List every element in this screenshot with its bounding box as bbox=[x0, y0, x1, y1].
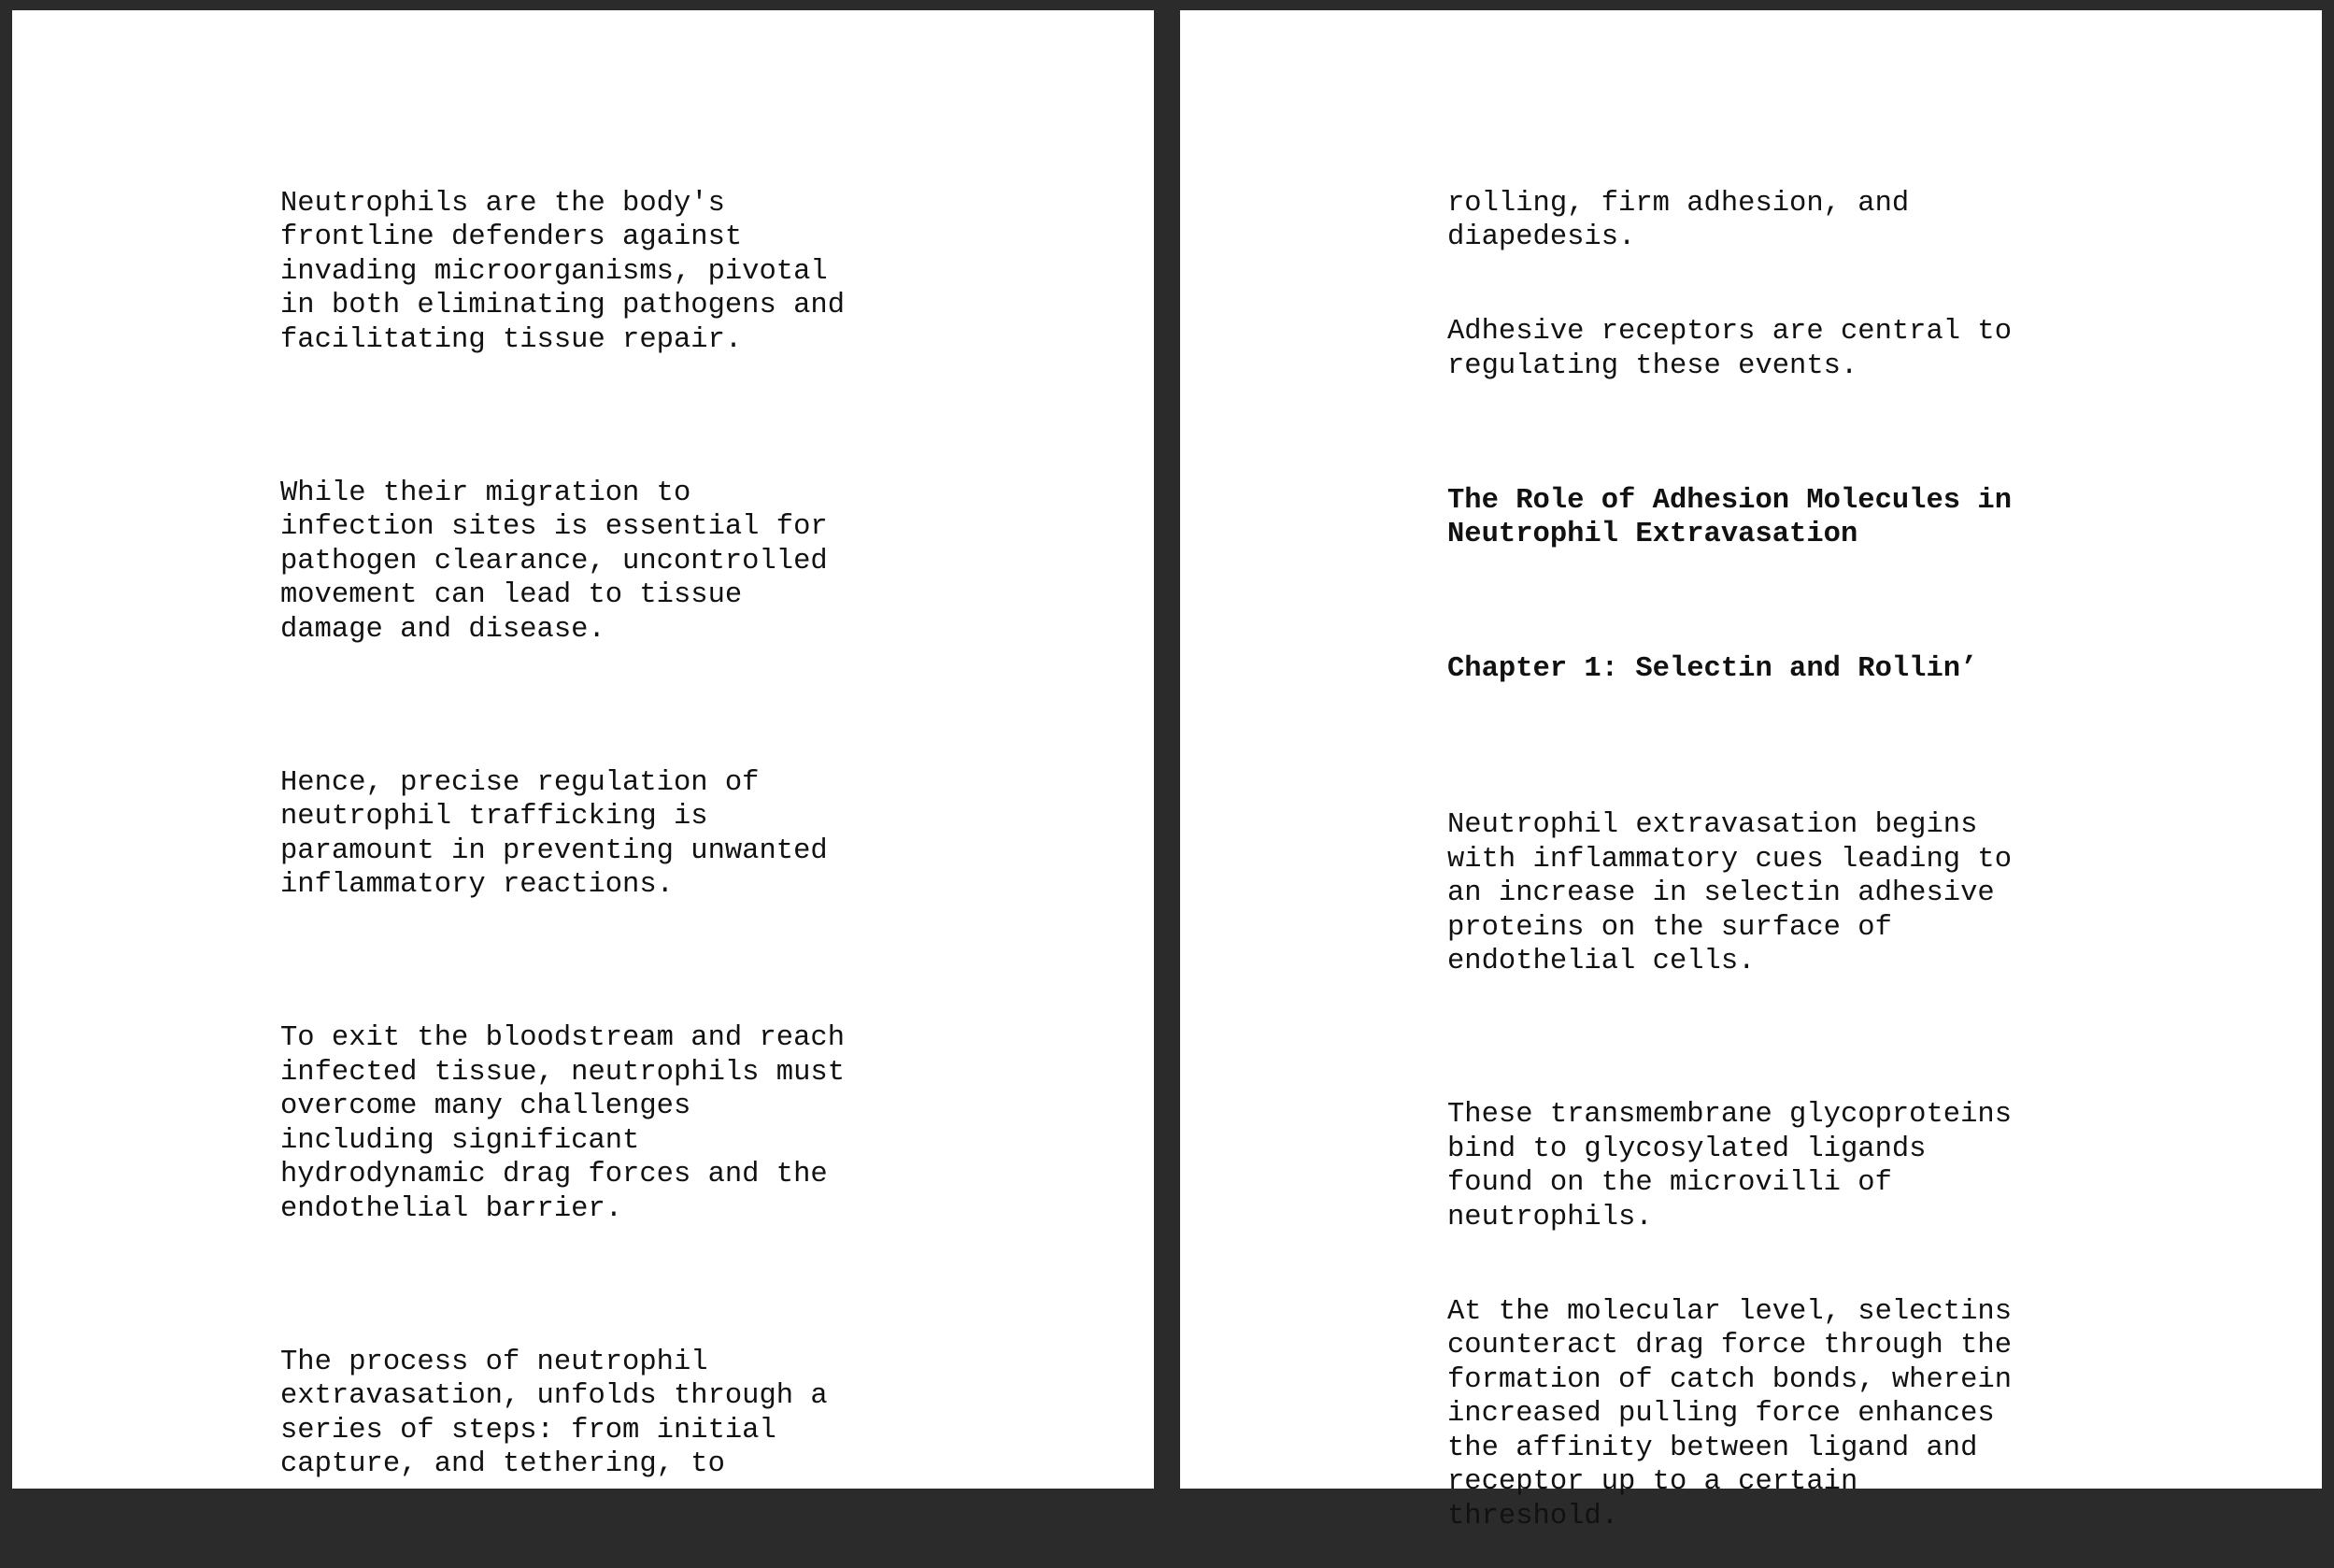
left-page-text bbox=[280, 152, 953, 1516]
section-title: The Role of Adhesion Molecules in Neutrophil Extravasation bbox=[1447, 484, 2012, 550]
paragraph-extravasation-begins: Neutrophil extravasation begins with inflammatory cues leading to an increase in selectin adhesive proteins on the surface of endothelial cells. bbox=[1447, 809, 2012, 977]
paragraph-regulation: Hence, precise regulation of neutrophil trafficking is paramount in preventing unwanted inflammatory reactions. bbox=[280, 766, 828, 901]
paragraph-extravasation-steps: The process of neutrophil extravasation, unfolds through a series of steps: from initial capture, and tethering, to bbox=[280, 1346, 828, 1480]
right-page bbox=[1180, 10, 2322, 1532]
paragraph-catch-bonds: At the molecular level, selectins counteract drag force through the formation of catch bonds, wherein increased pulling force enhances the affinity between ligand and receptor up to a certain threshold. bbox=[1447, 1295, 2012, 1532]
paragraph-neutrophils-defenders: Neutrophils are the body's frontline defenders against invading microorganisms, pivotal in both eliminating pathogens and facilitating tissue repair. bbox=[280, 187, 845, 356]
paragraph-adhesive-receptors: Adhesive receptors are central to regulating these events. bbox=[1447, 316, 2012, 382]
right-page-text bbox=[1447, 152, 2120, 1568]
left-page bbox=[12, 10, 1154, 1489]
paragraph-continued: rolling, firm adhesion, and diapedesis. bbox=[1447, 187, 1910, 253]
paragraph-glycoproteins: These transmembrane glycoproteins bind to glycosylated ligands found on the microvilli of neutrophils. bbox=[1447, 1099, 2012, 1233]
paragraph-exit-bloodstream: To exit the bloodstream and reach infected tissue, neutrophils must overcome many challenges including significant hydrodynamic drag forces and the endothelial barrier. bbox=[280, 1022, 845, 1225]
paragraph-migration: While their migration to infection sites is essential for pathogen clearance, uncontrolled movement can lead to tissue damage and disease. bbox=[280, 477, 828, 646]
chapter-title: Chapter 1: Selectin and Rollin’ bbox=[1447, 653, 1978, 685]
